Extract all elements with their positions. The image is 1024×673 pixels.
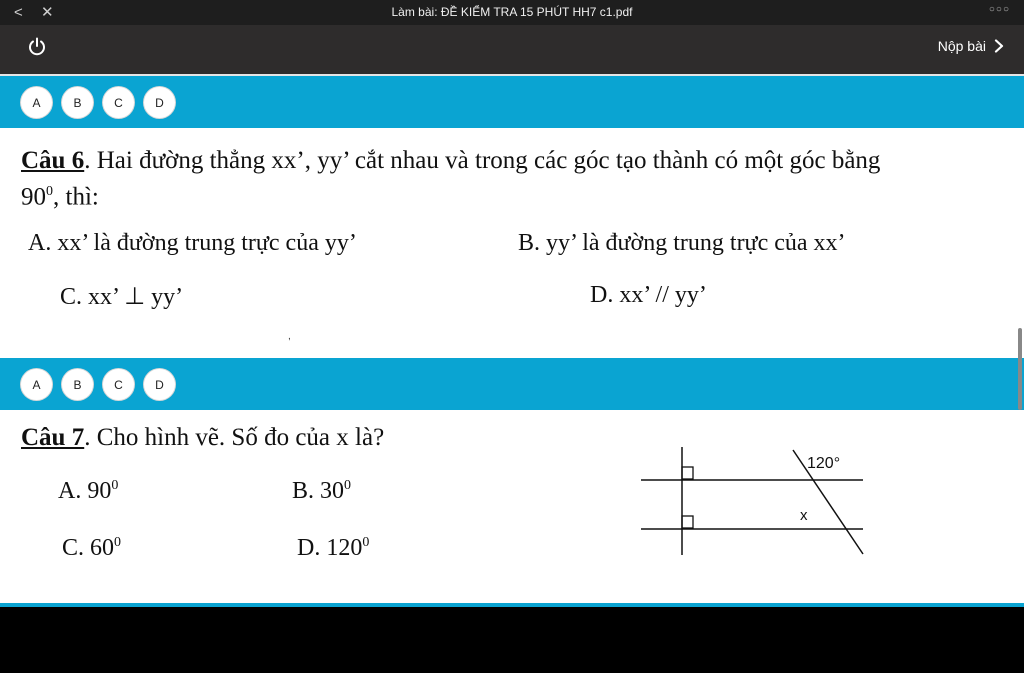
submit-button[interactable] [938, 38, 1004, 54]
window-titlebar [0, 0, 1024, 25]
submit-label: Nộp bài [937, 38, 986, 54]
answer-bar-q7 [0, 358, 1024, 410]
question-6-text: Câu 6. Hai đường thẳng xx’, yy’ cắt nhau và trong các góc tạo thành có một góc bằng $90^0$, thì: [21, 147, 881, 211]
question-7-figure [635, 445, 875, 565]
window-title: Làm bài: ĐỀ KIỂM TRA 15 PHÚT HH7 c1.pdf [391, 5, 633, 19]
question-6-choice-c: C. xx’ ⊥ yy’ [60, 284, 184, 310]
angle-label-120: 120° [807, 455, 841, 472]
answer-option-b[interactable]: B [62, 87, 93, 118]
answer-option-d[interactable]: D [144, 369, 175, 400]
question-6-page [0, 128, 1024, 358]
accent-strip [0, 603, 1024, 607]
angle-label-x: x [800, 507, 808, 524]
answer-option-c[interactable]: C [103, 369, 134, 400]
question-7-text: Câu 7. Cho hình vẽ. Số đo của x là? [21, 424, 385, 451]
question-7-choice-d: D. $120^0$ [297, 535, 370, 561]
question-7-page [0, 410, 1024, 603]
question-6-choice-d: D. xx’ // yy’ [590, 282, 707, 308]
question-7-choice-c: C. $60^0$ [62, 535, 122, 561]
question-7-choice-a: A. $90^0$ [58, 478, 119, 504]
question-7-choice-b: B. $30^0$ [292, 478, 352, 504]
close-icon[interactable]: ✕ [40, 4, 54, 21]
app-toolbar [0, 25, 1024, 74]
chevron-right-icon [994, 39, 1004, 53]
more-icon[interactable]: ○○○ [988, 4, 1010, 15]
question-6-choice-b: B. yy’ là đường trung trực của xx’ [518, 230, 846, 256]
answer-bar-q6 [0, 76, 1024, 128]
right-angle-mark-bottom [682, 516, 693, 528]
question-7-label: Câu 7 [21, 424, 85, 451]
answer-option-b[interactable]: B [62, 369, 93, 400]
answer-option-a[interactable]: A [21, 87, 52, 118]
question-6-label: Câu 6 [21, 147, 85, 174]
answer-option-a[interactable]: A [21, 369, 52, 400]
power-icon[interactable] [27, 37, 47, 57]
answer-option-c[interactable]: C [103, 87, 134, 118]
right-angle-mark-top [682, 467, 693, 479]
stray-mark: , [288, 331, 291, 342]
scrollbar[interactable] [1018, 328, 1022, 410]
answer-option-d[interactable]: D [144, 87, 175, 118]
question-6-choice-a: A. xx’ là đường trung trực của yy’ [28, 230, 357, 256]
back-icon[interactable]: < [14, 4, 23, 21]
